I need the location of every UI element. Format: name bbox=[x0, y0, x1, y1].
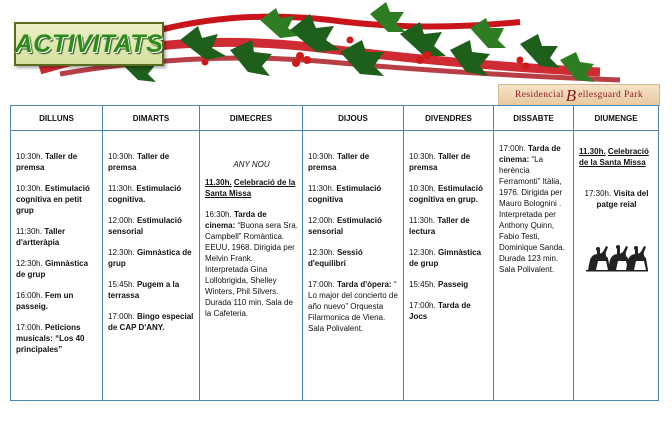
event-item: 16:30h. Tarda de cinema: “Buona sera Sra. Campbell” Romàntica. EEUU, 1968. Dirigida per Melvin Frank. Interpretada Gina Lollobrigida, Shelley Winters, Phil Silvers. Durada 110 min. Sala de la Cafeteria. bbox=[205, 210, 298, 318]
event-item: 16:00h. Fem un passeig. bbox=[16, 291, 74, 311]
event-item: 17:00h. Tarda d'òpera: “ Lo major del concierto de año nuevo” Orquesta Filarmonica de Viena. Sala Polivalent. bbox=[308, 280, 398, 333]
page-title: ACTIVITATS bbox=[14, 29, 164, 58]
day-cell-dijous bbox=[303, 131, 404, 401]
event-item: 12:30h. Gimnàstica de grup bbox=[108, 248, 192, 268]
day-header-diumenge: DIUMENGE bbox=[574, 106, 659, 131]
logo-letter: B bbox=[565, 85, 577, 105]
event-item: 11:30h. Taller de lectura bbox=[409, 216, 470, 236]
day-cell-dimarts bbox=[103, 131, 200, 401]
event-item: 12:00h. Estimulació sensorial bbox=[308, 216, 382, 236]
event-item: 12:30h. Gimnàstica de grup bbox=[409, 248, 482, 268]
event-item: 11:30h. Taller d'artteràpia bbox=[16, 227, 66, 247]
logo-text-line2: ellesguard Park bbox=[578, 90, 643, 100]
residence-logo bbox=[498, 84, 660, 106]
event-item: 10:30h. Taller de premsa bbox=[308, 152, 370, 172]
table-row bbox=[11, 131, 659, 401]
event-item: 11.30h. Celebració de la Santa Missa bbox=[205, 178, 296, 198]
event-item: 11:30h. Estimulació cognitiva. bbox=[108, 184, 182, 204]
day-cell-divendres bbox=[404, 131, 494, 401]
event-item: 11:30h. Estimulació cognitiva bbox=[308, 184, 382, 204]
event-item: 10:30h. Taller de premsa bbox=[108, 152, 170, 172]
table-header-row bbox=[11, 106, 659, 131]
page-title-box bbox=[14, 22, 164, 66]
event-item: 11.30h. Celebració de la Santa Missa bbox=[579, 147, 649, 167]
day-header-dilluns: DILLUNS bbox=[11, 106, 103, 131]
event-item: 17:30h. Visita del patge reial bbox=[584, 189, 649, 209]
three-kings-camels-icon bbox=[586, 240, 648, 272]
event-item: 10:30h. Taller de premsa bbox=[16, 152, 78, 172]
holiday-note: ANY NOU bbox=[233, 160, 270, 169]
day-header-divendres: DIVENDRES bbox=[404, 106, 494, 131]
event-item: 10:30h. Taller de premsa bbox=[409, 152, 471, 172]
event-item: 17:00h. Tarda de Jocs bbox=[409, 301, 471, 321]
event-item: 17:00h. Bingo especial de CAP D'ANY. bbox=[108, 312, 194, 332]
day-cell-dimecres bbox=[200, 131, 303, 401]
day-header-dijous: DIJOUS bbox=[303, 106, 404, 131]
event-item: 10:30h. Estimulació cognitiva en petit grup bbox=[16, 184, 90, 215]
event-item: 15:45h. Pugem a la terrassa bbox=[108, 280, 180, 300]
event-item: 12:30h. Sessió d'equilibri bbox=[308, 248, 363, 268]
event-item: 10:30h. Estimulació cognitiva en grup. bbox=[409, 184, 483, 204]
day-header-dimecres: DIMECRES bbox=[200, 106, 303, 131]
day-cell-diumenge bbox=[574, 131, 659, 401]
event-item: 17:00h. Peticions musicals: “Los 40 principales” bbox=[16, 323, 85, 354]
event-item: 15:45h. Passeig bbox=[409, 280, 469, 289]
day-cell-dissabte bbox=[494, 131, 574, 401]
weekly-activity-table bbox=[10, 105, 659, 401]
event-item: 17:00h. Tarda de cinema: “La herència Ferramonti” Itàlia, 1976. Dirigida per Mauro Bolognini . Interpretada per Anthony Quinn, Fabio Testi, Dominique Sanda. Durada 123 min. Sala Polivalent. bbox=[499, 144, 565, 274]
day-header-dissabte: DISSABTE bbox=[494, 106, 574, 131]
day-cell-dilluns bbox=[11, 131, 103, 401]
day-header-dimarts: DIMARTS bbox=[103, 106, 200, 131]
event-item: 12:00h. Estimulació sensorial bbox=[108, 216, 182, 236]
logo-text-line1: Residencial bbox=[515, 90, 564, 100]
event-item: 12:30h. Gimnàstica de grup bbox=[16, 259, 89, 279]
